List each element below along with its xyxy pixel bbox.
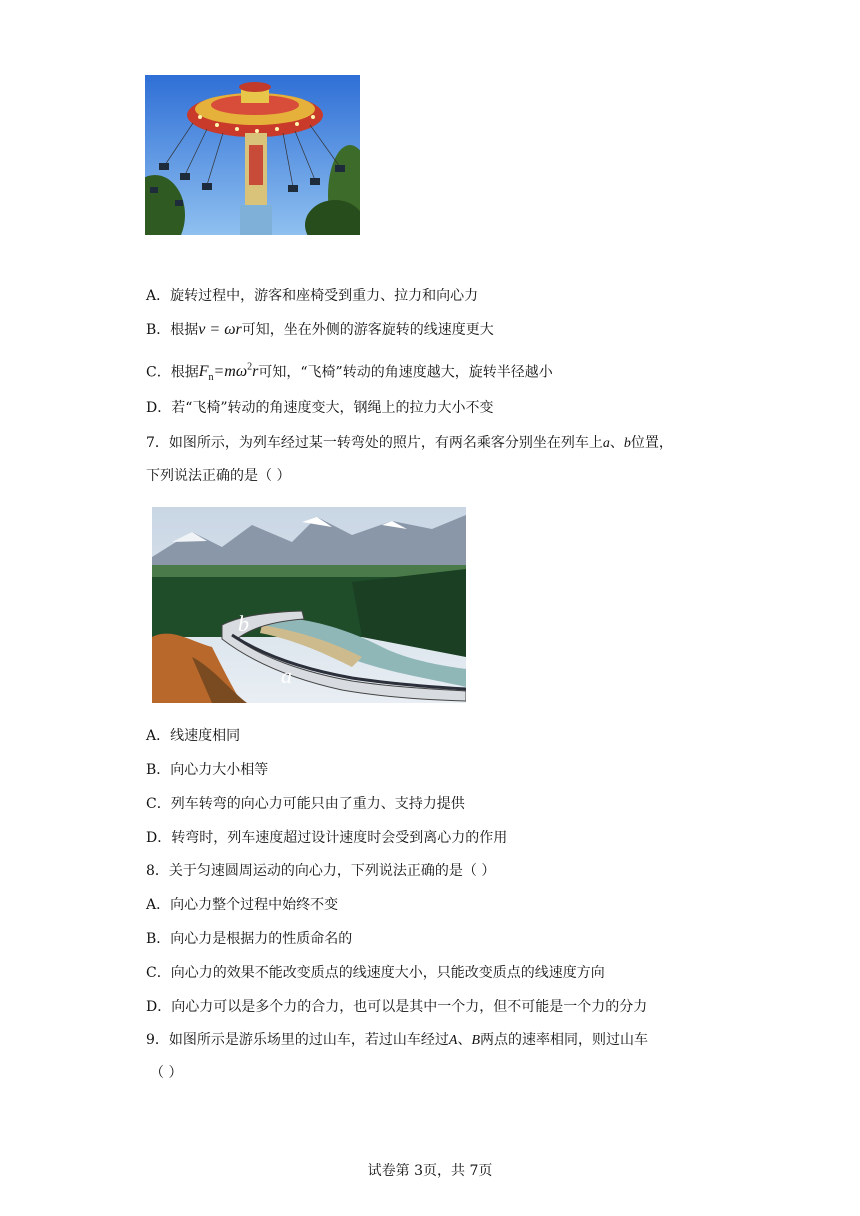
q6-option-b-formula: v = ωr <box>198 321 242 338</box>
q9-stem-line1: 9．如图所示是游乐场里的过山车，若过山车经过A、B两点的速率相同，则过山车 <box>146 1032 649 1048</box>
swing-ride-photo <box>145 75 360 235</box>
q6-option-a: A．旋转过程中，游客和座椅受到重力、拉力和向心力 <box>146 288 479 304</box>
q6-option-c-post: 可知，“飞椅”转动的角速度越大，旋转半径越小 <box>258 364 553 381</box>
q7-option-a: A．线速度相同 <box>146 728 241 744</box>
q8-option-d: D．向心力可以是多个力的合力，也可以是其中一个力，但不可能是一个力的分力 <box>146 999 648 1015</box>
q6-option-b-pre: B．根据 <box>146 322 199 338</box>
page-footer: 试卷第 3页，共 7页 <box>367 1163 493 1179</box>
q6-option-b-post: 可知，坐在外侧的游客旋转的线速度更大 <box>241 322 494 338</box>
q9-stem-line2: （ ） <box>150 1065 183 1081</box>
q8-option-b: B．向心力是根据力的性质命名的 <box>146 931 353 947</box>
q6-option-c-pre: C．根据 <box>146 364 199 381</box>
q6-option-b <box>146 320 494 340</box>
train-label-b: b <box>238 611 249 636</box>
q7-option-b: B．向心力大小相等 <box>146 762 269 778</box>
q7-option-c: C．列车转弯的向心力可能只由了重力、支持力提供 <box>146 796 465 812</box>
q6-option-c <box>146 358 553 389</box>
train-label-a: a <box>281 663 292 688</box>
q6-option-c-formula: $F_n=m\omega^2r$ <box>198 362 259 384</box>
train-curve-photo <box>152 507 466 703</box>
q8-stem: 8．关于匀速圆周运动的向心力，下列说法正确的是（ ） <box>146 863 496 879</box>
q7-stem-line2: 下列说法正确的是（ ） <box>146 468 291 484</box>
q7-stem-line1: 7．如图所示，为列车经过某一转弯处的照片，有两名乘客分别坐在列车上a、b位置， <box>146 435 673 451</box>
q8-option-c: C．向心力的效果不能改变质点的线速度大小，只能改变质点的线速度方向 <box>146 965 605 981</box>
q7-option-d: D．转弯时，列车速度超过设计速度时会受到离心力的作用 <box>146 830 508 846</box>
q6-option-d: D．若“飞椅”转动的角速度变大，钢绳上的拉力大小不变 <box>146 400 494 416</box>
q8-option-a: A．向心力整个过程中始终不变 <box>146 897 339 913</box>
